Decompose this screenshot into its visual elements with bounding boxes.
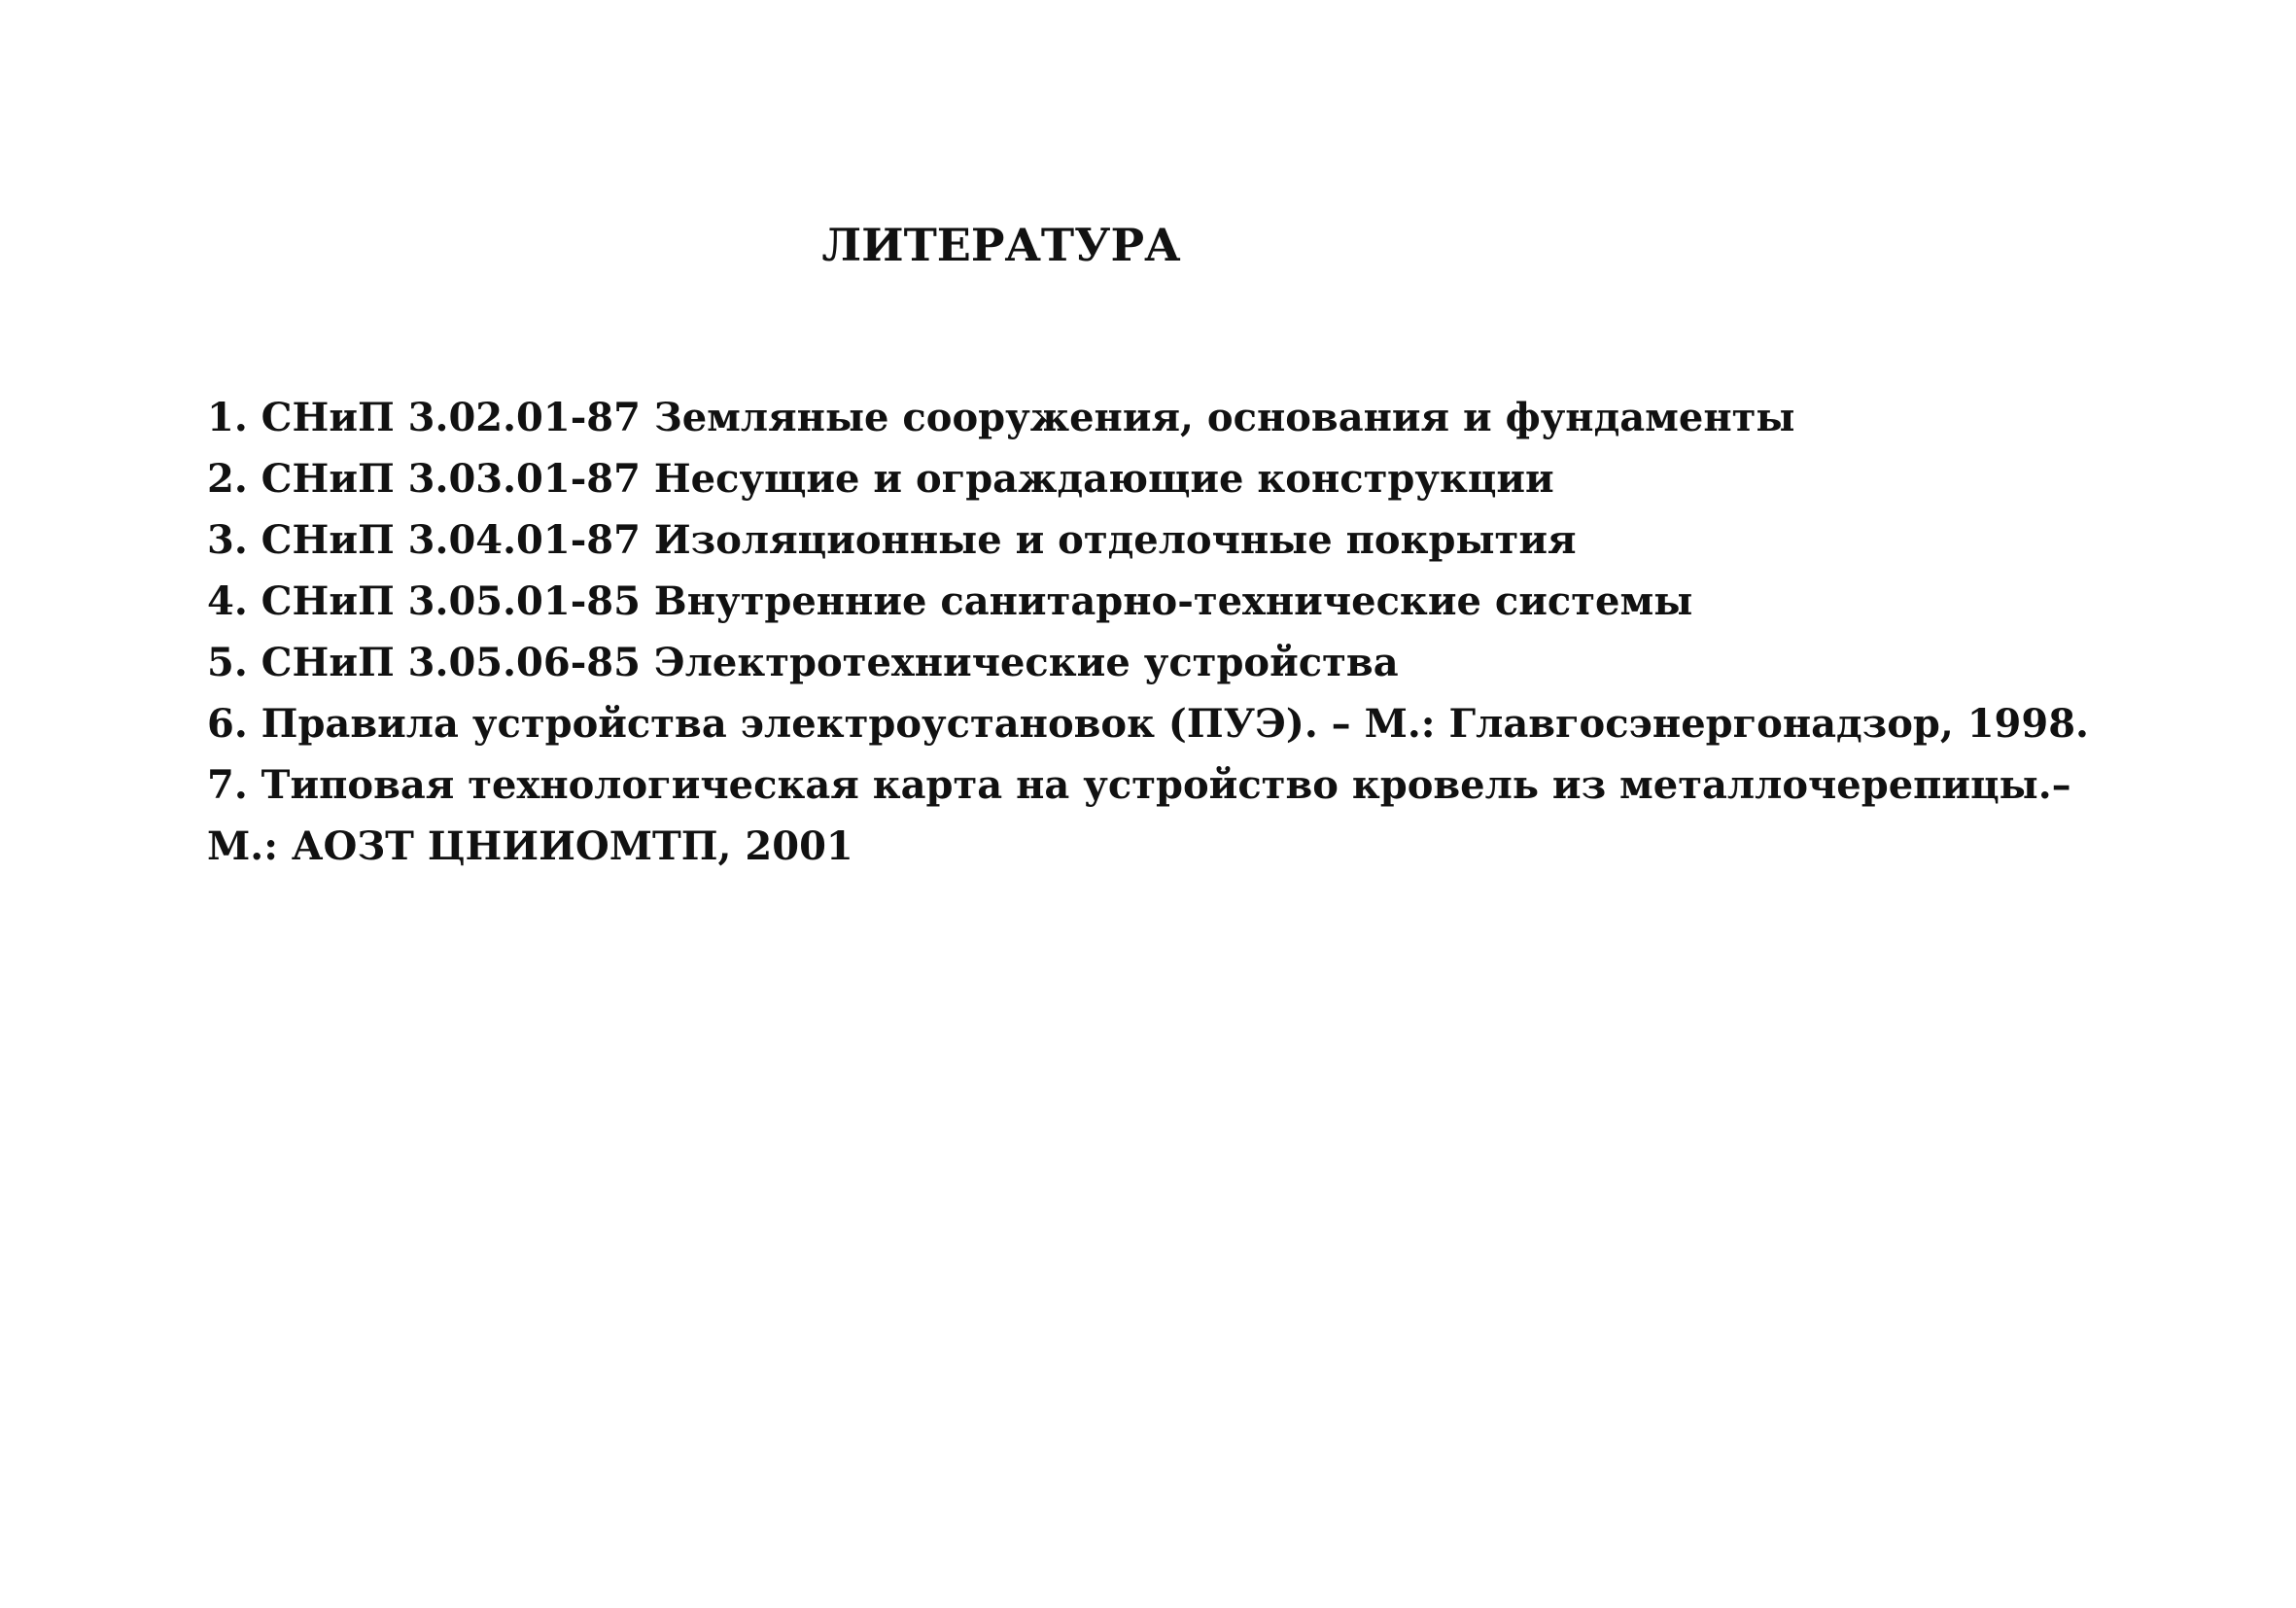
reference-text: 4. СНиП 3.05.01-85 Внутренние санитарно-технические системы [207, 578, 1693, 624]
reference-text: 2. СНиП 3.03.01-87 Несущие и ограждающие конструкции [207, 456, 1554, 502]
reference-text: 3. СНиП 3.04.01-87 Изоляционные и отделочные покрытия [207, 517, 1577, 563]
list-item [207, 816, 2151, 877]
reference-text: 6. Правила устройства электроустановок (ПУЭ). – М.: Главгосэнергонадзор, 1998. [207, 701, 2089, 747]
reference-list [207, 387, 2151, 877]
reference-text: 1. СНиП 3.02.01-87 Земляные сооружения, основания и фундаменты [207, 395, 1795, 440]
list-item [207, 754, 2151, 816]
list-item [207, 571, 2151, 632]
list-item [207, 693, 2151, 754]
list-item [207, 387, 2151, 448]
list-item [207, 509, 2151, 571]
list-item [207, 448, 2151, 509]
reference-text-continuation: М.: АОЗТ ЦНИИОМТП, 2001 [207, 823, 853, 869]
list-item [207, 632, 2151, 693]
page-title: ЛИТЕРАТУРА [821, 219, 1181, 271]
reference-text: 7. Типовая технологическая карта на устройство кровель из металлочерепицы.– [207, 762, 2071, 808]
reference-text: 5. СНиП 3.05.06-85 Электротехнические устройства [207, 640, 1399, 685]
